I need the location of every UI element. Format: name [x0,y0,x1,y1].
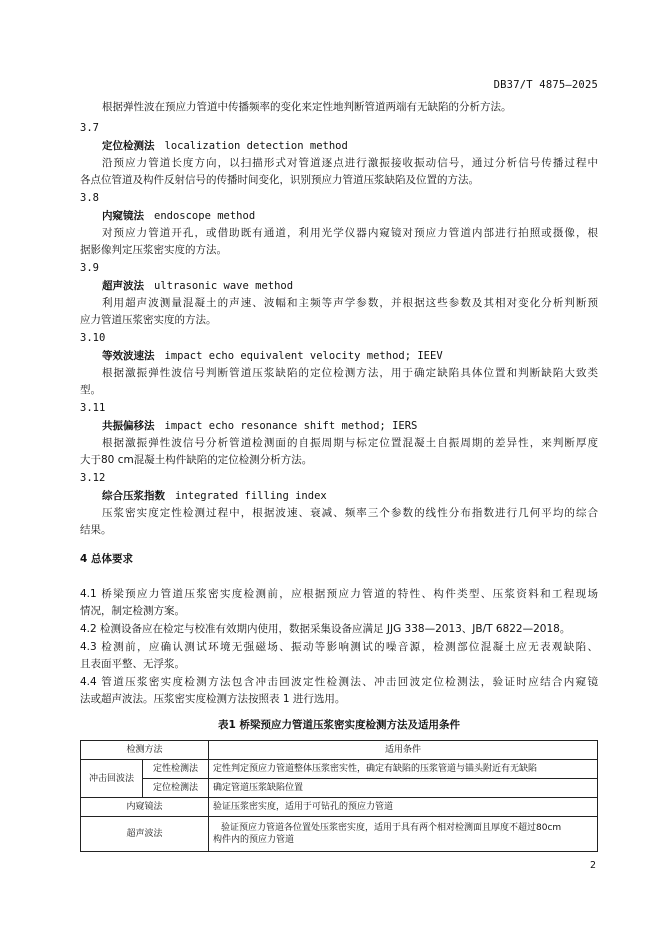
clause-line: 4.3 检测前，应确认测试环境无强磁场、振动等影响测试的噪音源，检测部位混凝土应无表观缺陷、 [80,641,598,653]
condition-cell: 定性判定预应力管道整体压浆密实性，确定有缺陷的压浆管道与锚头附近有无缺陷 [209,760,598,779]
table-header-row [81,741,598,760]
condition-cell [209,817,598,852]
term-number: 3.7 [80,122,99,134]
page-number: 2 [589,860,596,871]
term-en: integrated filling index [175,490,327,502]
term-title [102,210,255,223]
term-body-line: 利用超声波测量混凝土的声速、波幅和主频等声学参数，并根据这些参数及其相对变化分析判断预 [102,297,598,309]
clause-line: 4.1 桥梁预应力管道压浆密实度检测前，应根据预应力管道的特性、构件类型、压浆资料和工程现场 [80,588,598,600]
term-number: 3.9 [80,262,99,274]
term-body-line: 结果。 [80,524,112,536]
term-body-line: 沿预应力管道长度方向，以扫描形式对管道逐点进行激振接收振动信号，通过分析信号传播过程中 [102,157,598,169]
term-body-line: 根据激振弹性波信号判断管道压浆缺陷的定位检测方法，用于确定缺陷具体位置和判断缺陷大致类 [102,367,598,379]
condition-cell: 验证压浆密实度，适用于可钻孔的预应力管道 [209,798,598,817]
term-body-line: 根据激振弹性波信号分析管道检测面的自振周期与标定位置混凝土自振周期的差异性，来判断厚度 [102,437,598,449]
condition-line: 验证预应力管道各位置处压浆密实度，适用于具有两个相对检测面且厚度不超过80cm [221,823,562,833]
table-title: 表1 桥梁预应力管道压浆密实度检测方法及适用条件 [218,719,460,731]
term-en: localization detection method [164,140,348,152]
term-zh: 共振偏移法 [102,420,155,432]
header-condition: 适用条件 [209,741,598,760]
term-en: ultrasonic wave method [154,280,294,292]
table-row [81,798,598,817]
intro-line: 根据弹性波在预应力管道中传播频率的变化来定性地判断管道两端有无缺陷的分析方法。 [102,101,512,113]
term-en: impact echo equivalent velocity method; IEEV [164,350,443,362]
sub-method: 定位检测法 [143,779,209,798]
term-en: impact echo resonance shift method; IERS [164,420,418,432]
section-title: 4 总体要求 [80,553,133,565]
term-title [102,350,443,363]
condition-line: 构件内的预应力管道 [213,835,295,845]
term-zh: 内窥镜法 [102,210,144,222]
header-method: 检测方法 [81,741,209,760]
term-zh: 超声波法 [102,280,144,292]
term-title [102,140,348,153]
term-body-line: 压浆密实度定性检测过程中，根据波速、衰减、频率三个参数的线性分布指数进行几何平均的综合 [102,507,598,519]
method-cell: 超声波法 [81,817,209,852]
condition-cell: 确定管道压浆缺陷位置 [209,779,598,798]
table-row [81,760,598,779]
term-title [102,280,293,293]
methods-table [80,740,598,852]
clause-line: 情况，制定检测方案。 [80,605,185,617]
term-en: endoscope method [154,210,256,222]
term-number: 3.8 [80,192,99,204]
term-body-line: 对预应力管道开孔，或借助既有通道，利用光学仪器内窥镜对预应力管道内部进行拍照或摄像，根 [102,227,598,239]
table-row [81,817,598,852]
term-title [102,490,327,503]
term-title [102,420,417,433]
clause-line: 法或超声波法。压浆密实度检测方法按照表 1 进行选用。 [80,693,346,705]
method-cell: 内窥镜法 [81,798,209,817]
term-body-line: 应力管道压浆密实度的方法。 [80,314,217,326]
term-number: 3.12 [80,472,106,484]
group-label: 冲击回波法 [81,760,143,798]
clause-line: 4.2 检测设备应在检定与校准有效期内使用，数据采集设备应满足 JJG 338—2013、JB/T 6822—2018。 [80,623,571,635]
term-zh: 等效波速法 [102,350,155,362]
clause-line: 4.4 管道压浆密实度检测方法包含冲击回波定性检测法、冲击回波定位检测法，验证时应结合内窥镜 [80,676,598,688]
standard-code: DB37/T 4875—2025 [493,79,598,91]
term-zh: 综合压浆指数 [102,490,165,502]
term-zh: 定位检测法 [102,140,155,152]
term-body-line: 大于80 cm混凝土构件缺陷的定位检测分析方法。 [80,454,313,466]
term-body-line: 据影像判定压浆密实度的方法。 [80,244,227,256]
clause-line: 且表面平整、无浮浆。 [80,658,185,670]
term-body-line: 各点位管道及构件反射信号的传播时间变化，识别预应力管道压浆缺陷及位置的方法。 [80,174,479,186]
sub-method: 定性检测法 [143,760,209,779]
term-number: 3.10 [80,332,106,344]
term-body-line: 型。 [80,384,101,396]
table-row [81,779,598,798]
term-number: 3.11 [80,402,106,414]
